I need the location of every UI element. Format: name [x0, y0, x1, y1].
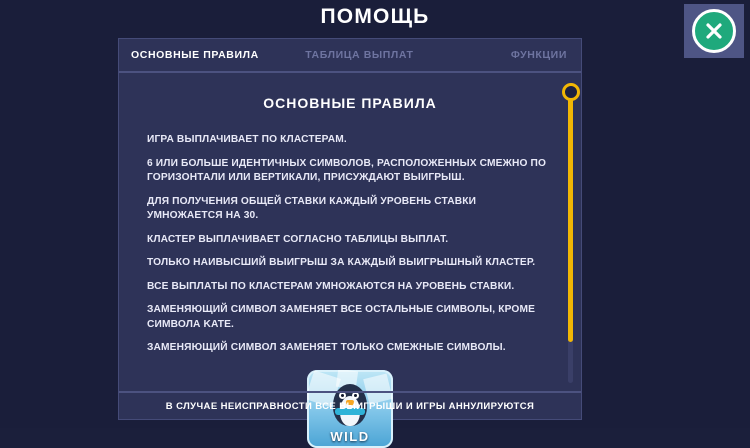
scrollbar-thumb[interactable]	[568, 87, 573, 342]
scrollbar-handle-knob[interactable]	[562, 83, 580, 101]
rule-item: ЗАМЕНЯЮЩИЙ СИМВОЛ ЗАМЕНЯЕТ ТОЛЬКО СМЕЖНЫЕ СИМВОЛЫ.	[147, 342, 506, 353]
close-button[interactable]	[684, 4, 744, 58]
help-panel	[118, 38, 582, 444]
rule-item: ДЛЯ ПОЛУЧЕНИЯ ОБЩЕЙ СТАВКИ КАЖДЫЙ УРОВЕНЬ СТАВКИ УМНОЖАЕТСЯ НА 30.	[147, 195, 477, 221]
scrollbar[interactable]	[568, 87, 573, 383]
rule-item: 6 ИЛИ БОЛЬШЕ ИДЕНТИЧНЫХ СИМВОЛОВ, РАСПОЛОЖЕННЫХ СМЕЖНО ПО ГОРИЗОНТАЛИ ИЛИ ВЕРТИКАЛИ, ПРИСУЖДАЮТ ВЫИГРЫШ.	[147, 157, 547, 183]
rules-content	[119, 75, 581, 444]
rule-item: КЛАСТЕР ВЫПЛАЧИВАЕТ СОГЛАСНО ТАБЛИЦЫ ВЫПЛАТ.	[147, 233, 449, 245]
rule-item: ЗАМЕНЯЮЩИЙ СИМВОЛ ЗАМЕНЯЕТ ВСЕ ОСТАЛЬНЫЕ СИМВОЛЫ, КРОМЕ СИМВОЛА KATE.	[147, 304, 536, 330]
tab-features[interactable]: ФУНКЦИИ	[510, 49, 567, 61]
footer-bar	[119, 391, 581, 419]
tab-paytable[interactable]: ТАБЛИЦА ВЫПЛАТ	[305, 49, 414, 61]
close-icon	[692, 9, 736, 53]
page-title: ПОМОЩЬ	[320, 5, 430, 28]
rule-item: ИГРА ВЫПЛАЧИВАЕТ ПО КЛАСТЕРАМ.	[147, 134, 347, 145]
rules-list	[147, 133, 547, 356]
rule-item: ВСЕ ВЫПЛАТЫ ПО КЛАСТЕРАМ УМНОЖАЮТСЯ НА УРОВЕНЬ СТАВКИ.	[147, 280, 515, 292]
section-title: ОСНОВНЫЕ ПРАВИЛА	[263, 95, 437, 111]
tab-basic-rules[interactable]: ОСНОВНЫЕ ПРАВИЛА	[131, 49, 259, 61]
tab-bar	[119, 39, 581, 73]
wild-label: WILD	[330, 428, 370, 444]
malfunction-notice: В СЛУЧАЕ НЕИСПРАВНОСТИ ВСЕ ВЫИГРЫШИ И ИГРЫ АННУЛИРУЮТСЯ	[165, 400, 535, 412]
rule-item: ТОЛЬКО НАИВЫСШИЙ ВЫИГРЫШ ЗА КАЖДЫЙ ВЫИГРЫШНЫЙ КЛАСТЕР.	[147, 257, 536, 268]
